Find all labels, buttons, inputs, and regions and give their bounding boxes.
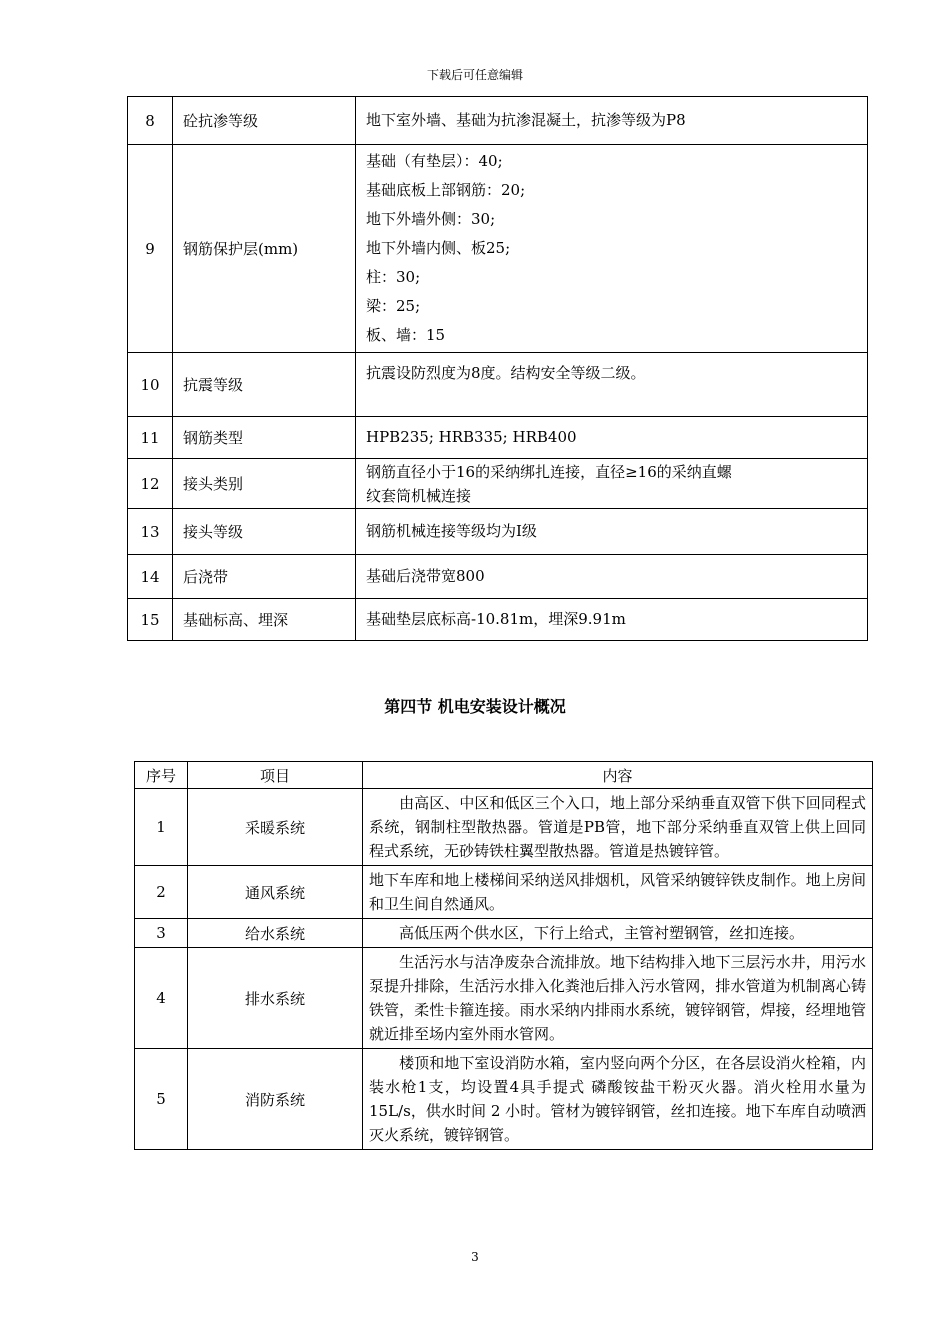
content-line: 基础垫层底标高-10.81m，埋深9.91m xyxy=(366,610,626,628)
row-number: 1 xyxy=(135,789,188,866)
row-content xyxy=(356,417,868,459)
row-item: 给水系统 xyxy=(188,919,363,948)
row-number: 12 xyxy=(128,459,173,509)
row-item: 消防系统 xyxy=(188,1049,363,1150)
header-note: 下载后可任意编辑 xyxy=(426,68,523,82)
row-item: 钢筋保护层(mm) xyxy=(173,145,356,353)
header-content: 内容 xyxy=(363,762,873,789)
table-header-row xyxy=(135,762,873,789)
row-number: 8 xyxy=(128,97,173,145)
table-row xyxy=(128,509,868,555)
table-row xyxy=(128,555,868,599)
row-item: 抗震等级 xyxy=(173,353,356,417)
row-content: 高低压两个供水区，下行上给式，主管衬塑钢管，丝扣连接。 xyxy=(363,919,873,948)
row-content: 楼顶和地下室设消防水箱，室内竖向两个分区，在各层设消火栓箱，内装水枪1支，均设置4具手提式 磷酸铵盐干粉灭火器。消火栓用水量为 15L/s，供水时间 2 小时。管材为镀锌钢管，丝扣连接。地下车库自动喷洒灭火系统，镀锌钢管。 xyxy=(363,1049,873,1150)
row-content: 由高区、中区和低区三个入口，地上部分采纳垂直双管下供下回同程式系统，钢制柱型散热器。管道是PB管，地下部分采纳垂直双管上供上回同程式系统，无砂铸铁柱翼型散热器。管道是热镀锌管。 xyxy=(363,789,873,866)
content-line: HPB235; HRB335; HRB400 xyxy=(366,428,577,446)
row-content xyxy=(356,599,868,641)
row-item: 接头等级 xyxy=(173,509,356,555)
content-line: 钢筋直径小于16的采纳绑扎连接，直径≥16的采纳直螺 xyxy=(366,462,732,481)
row-item: 通风系统 xyxy=(188,866,363,919)
content-line: 钢筋机械连接等级均为Ⅰ级 xyxy=(366,522,537,540)
row-content xyxy=(356,555,868,599)
header-item: 项目 xyxy=(188,762,363,789)
row-content xyxy=(356,97,868,145)
row-number: 5 xyxy=(135,1049,188,1150)
content-line: 地下室外墙、基础为抗渗混凝土，抗渗等级为P8 xyxy=(366,111,686,129)
content-line: 地下外墙外侧：30; xyxy=(366,210,496,228)
row-content xyxy=(356,459,868,509)
row-content: 生活污水与洁净废杂合流排放。地下结构排入地下三层污水井，用污水泵提升排除，生活污水排入化粪池后排入污水管网，排水管道为机制离心铸铁管，柔性卡箍连接。雨水采纳内排雨水系统，镀锌钢管，焊接，经埋地管就近排至场内室外雨水管网。 xyxy=(363,948,873,1049)
row-content: 地下车库和地上楼梯间采纳送风排烟机，风管采纳镀锌铁皮制作。地上房间和卫生间自然通风。 xyxy=(363,866,873,919)
row-number: 14 xyxy=(128,555,173,599)
row-item: 采暖系统 xyxy=(188,789,363,866)
row-item: 接头类别 xyxy=(173,459,356,509)
table-row xyxy=(128,459,868,509)
row-number: 4 xyxy=(135,948,188,1049)
row-content xyxy=(356,353,868,417)
table-row xyxy=(128,353,868,417)
table-row xyxy=(128,97,868,145)
page-number: 3 xyxy=(471,1250,479,1264)
content-line: 基础后浇带宽800 xyxy=(366,567,485,585)
table-row xyxy=(135,919,873,948)
row-number: 3 xyxy=(135,919,188,948)
row-number: 10 xyxy=(128,353,173,417)
content-line: 纹套筒机械连接 xyxy=(366,486,472,505)
content-line: 地下外墙内侧、板25; xyxy=(366,239,511,257)
row-item: 钢筋类型 xyxy=(173,417,356,459)
row-item: 后浇带 xyxy=(173,555,356,599)
content-line: 抗震设防烈度为8度。结构安全等级二级。 xyxy=(366,364,646,382)
row-number: 2 xyxy=(135,866,188,919)
row-content xyxy=(356,145,868,353)
content-line: 板、墙：15 xyxy=(366,326,446,344)
row-number: 13 xyxy=(128,509,173,555)
row-number: 9 xyxy=(128,145,173,353)
content-line: 基础底板上部钢筋：20; xyxy=(366,181,526,199)
mep-design-table xyxy=(134,761,873,1150)
table-row xyxy=(135,1049,873,1150)
row-item: 基础标高、埋深 xyxy=(173,599,356,641)
row-number: 15 xyxy=(128,599,173,641)
table-row xyxy=(128,417,868,459)
row-item: 排水系统 xyxy=(188,948,363,1049)
structure-design-table xyxy=(127,96,868,641)
header-num: 序号 xyxy=(135,762,188,789)
table-row xyxy=(135,948,873,1049)
table-row xyxy=(128,145,868,353)
content-line: 基础（有垫层）：40; xyxy=(366,152,503,170)
table-row xyxy=(135,866,873,919)
section-title: 第四节 机电安装设计概况 xyxy=(384,697,566,716)
row-item: 砼抗渗等级 xyxy=(173,97,356,145)
row-content xyxy=(356,509,868,555)
table-row xyxy=(135,789,873,866)
table-row xyxy=(128,599,868,641)
content-line: 柱：30; xyxy=(366,268,421,286)
content-line: 梁：25; xyxy=(366,297,421,315)
row-number: 11 xyxy=(128,417,173,459)
